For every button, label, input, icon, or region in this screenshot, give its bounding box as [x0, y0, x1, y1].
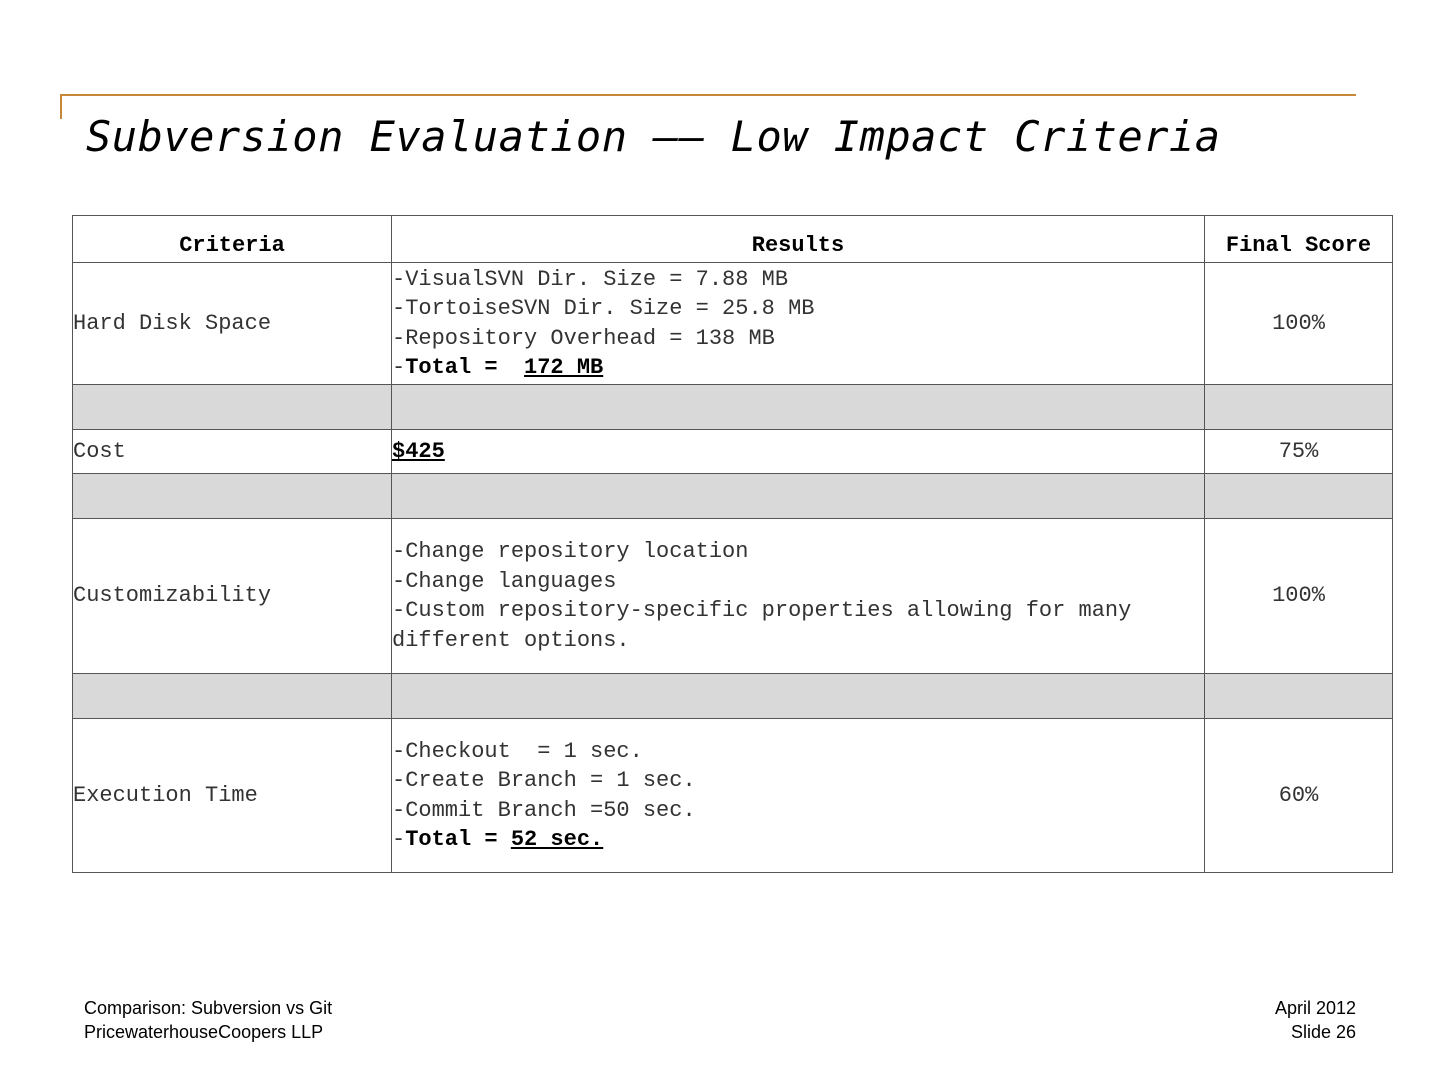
spacer-cell — [392, 474, 1205, 519]
spacer-cell — [1205, 674, 1393, 719]
result-line: -Repository Overhead = 138 MB — [392, 325, 775, 351]
results-cell — [392, 430, 1205, 474]
result-line: -VisualSVN Dir. Size = 7.88 MB — [392, 266, 789, 292]
footer-presentation-title: Comparison: Subversion vs Git — [84, 998, 333, 1018]
results-cell — [392, 263, 1205, 385]
spacer-row — [73, 474, 1393, 519]
footer-company: PricewaterhouseCoopers LLP — [84, 1022, 324, 1042]
spacer-cell — [392, 674, 1205, 719]
footer-left — [84, 996, 332, 1044]
result-total-line — [392, 353, 1204, 383]
criteria-cell: Customizability — [73, 519, 392, 674]
footer-date: April 2012 — [1274, 998, 1356, 1018]
slide-title: Subversion Evaluation —— Low Impact Criteria — [86, 112, 1221, 161]
spacer-cell — [392, 385, 1205, 430]
result-total-prefix: - — [392, 355, 406, 380]
spacer-cell — [73, 385, 392, 430]
result-total-label: Total = — [405, 355, 525, 380]
spacer-cell — [1205, 474, 1393, 519]
result-total-line — [392, 825, 1204, 855]
score-cell: 100% — [1205, 263, 1393, 385]
result-total-label: Total = — [405, 827, 511, 852]
score-cell: 75% — [1205, 430, 1393, 474]
results-cell — [392, 719, 1205, 873]
criteria-cell: Hard Disk Space — [73, 263, 392, 385]
result-line: -Custom repository-specific properties allowing for many — [392, 598, 1132, 623]
result-line: -Create Branch = 1 sec. — [392, 768, 696, 793]
table-row — [73, 719, 1393, 873]
title-accent-tick — [60, 94, 62, 119]
footer-slide-number: Slide 26 — [1290, 1022, 1356, 1042]
criteria-cell: Execution Time — [73, 719, 392, 873]
cost-value: $425 — [392, 438, 445, 464]
result-line: -Commit Branch =50 sec. — [392, 797, 696, 823]
table-row — [73, 263, 1393, 385]
spacer-cell — [73, 474, 392, 519]
result-line: -Checkout = 1 sec. — [392, 738, 643, 764]
result-line: -Change repository location — [392, 539, 749, 564]
score-cell: 60% — [1205, 719, 1393, 873]
header-final-score: Final Score — [1205, 216, 1393, 263]
evaluation-table — [72, 215, 1393, 873]
table-row — [73, 430, 1393, 474]
criteria-cell: Cost — [73, 430, 392, 474]
spacer-cell — [1205, 385, 1393, 430]
title-accent-rule — [60, 94, 1356, 96]
results-cell — [392, 519, 1205, 674]
result-total-prefix: - — [392, 827, 406, 852]
result-total-value: 172 MB — [524, 355, 604, 380]
result-line: different options. — [392, 627, 630, 653]
score-cell: 100% — [1205, 519, 1393, 674]
header-criteria: Criteria — [73, 216, 392, 263]
header-results: Results — [392, 216, 1205, 263]
footer-right — [1275, 996, 1356, 1044]
table-row — [73, 519, 1393, 674]
table-header-row — [73, 216, 1393, 263]
spacer-cell — [73, 674, 392, 719]
result-total-value: 52 sec. — [510, 827, 604, 852]
result-line: -Change languages — [392, 568, 617, 594]
result-line: -TortoiseSVN Dir. Size = 25.8 MB — [392, 296, 815, 321]
spacer-row — [73, 385, 1393, 430]
spacer-row — [73, 674, 1393, 719]
